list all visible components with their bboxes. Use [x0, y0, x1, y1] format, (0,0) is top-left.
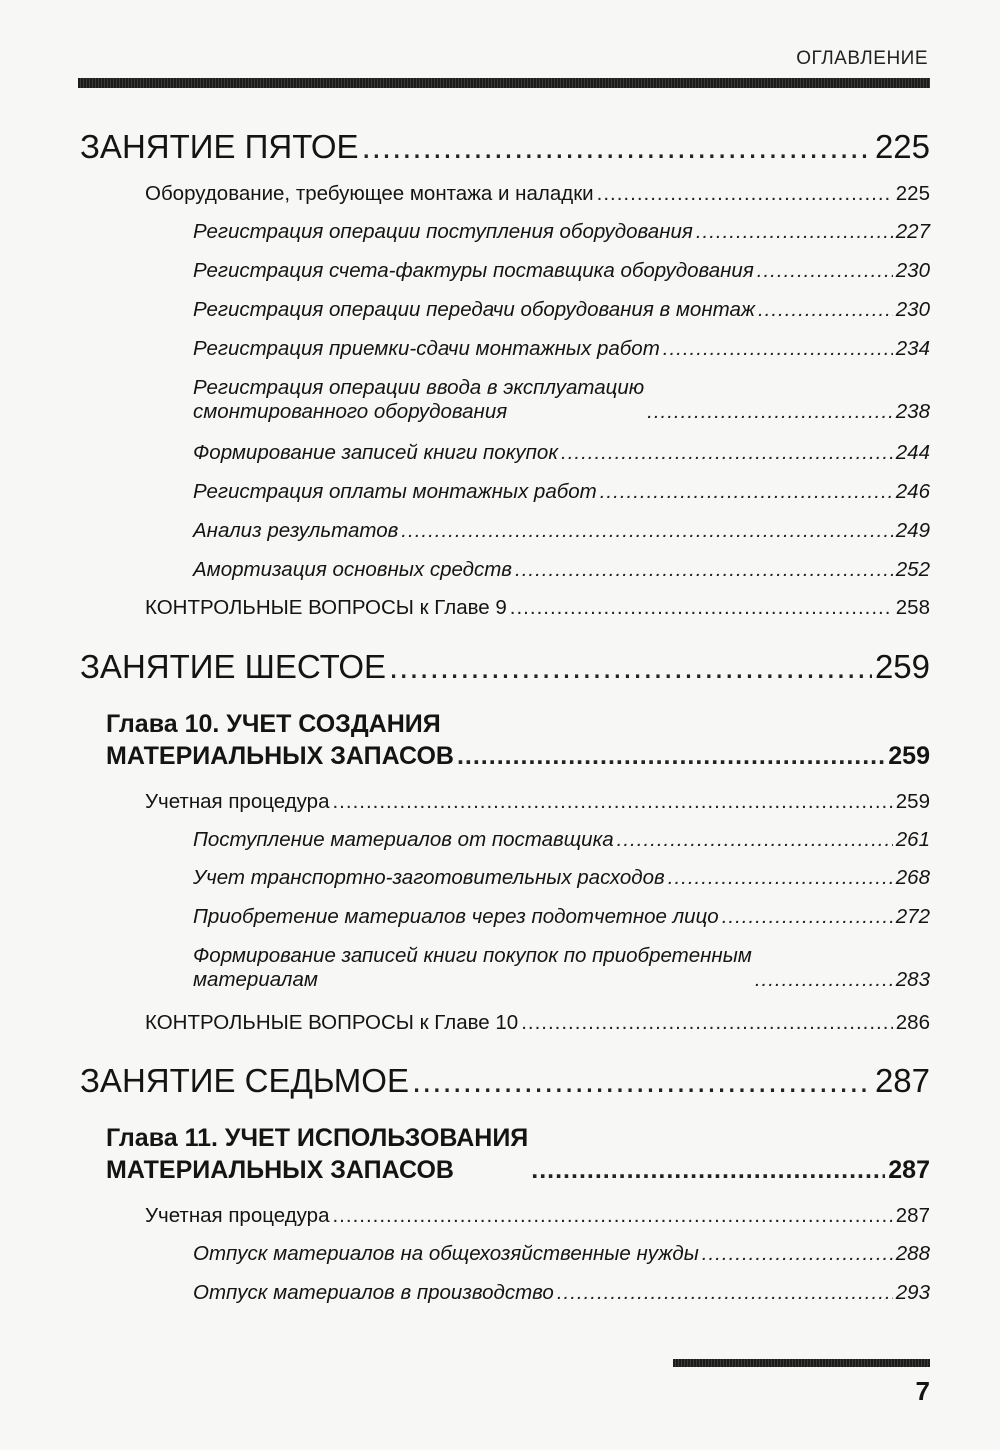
toc-entry-page: 238 — [895, 400, 930, 423]
leader-dots — [457, 740, 885, 772]
leader-dots — [515, 558, 893, 582]
toc-entry-title — [106, 1122, 528, 1186]
toc-entry-title: Регистрация операции поступления оборудования — [193, 220, 693, 243]
toc-entry-title: КОНТРОЛЬНЫЕ ВОПРОСЫ к Главе 9 — [145, 596, 507, 619]
toc-entry[interactable] — [193, 905, 930, 929]
leader-dots — [722, 905, 893, 929]
toc-entry-page: 259 — [888, 742, 930, 770]
toc-entry-title: Учет транспортно-заготовительных расходов — [193, 866, 665, 889]
toc-entry-title: ЗАНЯТИЕ ШЕСТОЕ — [80, 648, 387, 685]
toc-entry[interactable] — [193, 828, 930, 852]
toc-entry[interactable] — [145, 1011, 930, 1035]
toc-entry[interactable] — [193, 337, 930, 361]
toc-entry-title: Поступление материалов от поставщика — [193, 828, 614, 851]
toc-entry-title-line1: Формирование записей книги покупок по приобретенным — [193, 944, 752, 967]
toc-entry-title: Анализ результатов — [193, 519, 399, 542]
toc-entry-title: Регистрация оплаты монтажных работ — [193, 480, 597, 503]
toc-entry[interactable] — [193, 519, 930, 543]
toc-entry-page: 261 — [895, 828, 930, 851]
toc-entry-page: 258 — [895, 596, 930, 619]
toc-entry-title-line1: Глава 10. УЧЕТ СОЗДАНИЯ — [106, 710, 441, 738]
toc-lesson-5[interactable] — [80, 128, 930, 166]
leader-dots — [531, 1154, 885, 1186]
toc-entry-title: Регистрация счета-фактуры поставщика оборудования — [193, 259, 754, 282]
toc-entry-page: 259 — [895, 790, 930, 813]
leader-dots — [332, 1204, 892, 1228]
toc-entry-title: Отпуск материалов на общехозяйственные нужды — [193, 1242, 699, 1265]
leader-dots — [412, 1062, 872, 1100]
toc-entry-title: Формирование записей книги покупок — [193, 441, 558, 464]
toc-entry-title: Приобретение материалов через подотчетное лицо — [193, 905, 719, 928]
toc-entry-title-line2: смонтированного оборудования — [193, 400, 508, 423]
toc-entry-title — [193, 376, 644, 424]
toc-entry[interactable] — [193, 944, 930, 992]
leader-dots — [389, 648, 872, 686]
page-number: 7 — [915, 1376, 930, 1406]
leader-dots — [696, 220, 893, 244]
toc-entry-title-line2: материалам — [193, 968, 318, 991]
toc-entry-title: Регистрация операции передачи оборудования в монтаж — [193, 298, 755, 321]
toc-entry-title: КОНТРОЛЬНЫЕ ВОПРОСЫ к Главе 10 — [145, 1011, 519, 1034]
toc-entry-page: 246 — [895, 480, 930, 503]
leader-dots — [702, 1242, 893, 1266]
toc-entry-page: 249 — [895, 519, 930, 542]
toc-entry[interactable] — [145, 790, 930, 814]
toc-entry[interactable] — [193, 558, 930, 582]
leader-dots — [521, 1011, 893, 1035]
footer-rule — [673, 1359, 930, 1367]
toc-entry-page: 259 — [874, 648, 930, 685]
toc-chapter-10[interactable] — [106, 708, 930, 772]
leader-dots — [401, 519, 892, 543]
leader-dots — [561, 441, 893, 465]
toc-entry-page: 287 — [888, 1156, 930, 1184]
leader-dots — [332, 790, 892, 814]
toc-entry-title: Учетная процедура — [145, 790, 330, 813]
toc-entry[interactable] — [145, 596, 930, 620]
toc-entry-title: Учетная процедура — [145, 1204, 330, 1227]
toc-entry-page: 288 — [895, 1242, 930, 1265]
toc-entry-page: 230 — [895, 298, 930, 321]
toc-entry[interactable] — [193, 259, 930, 283]
leader-dots — [668, 866, 893, 890]
toc-entry[interactable] — [193, 1281, 930, 1305]
toc-entry[interactable] — [193, 441, 930, 465]
toc-entry-page: 287 — [874, 1062, 930, 1099]
toc-entry[interactable] — [145, 182, 930, 206]
leader-dots — [757, 259, 893, 283]
toc-entry-title — [106, 708, 454, 772]
toc-entry-page: 283 — [895, 968, 930, 991]
toc-entry-title-line1: Глава 11. УЧЕТ ИСПОЛЬЗОВАНИЯ — [106, 1124, 529, 1152]
toc-entry-title: Отпуск материалов в производство — [193, 1281, 554, 1304]
leader-dots — [600, 480, 893, 504]
toc-entry-title-line1: Регистрация операции ввода в эксплуатацию — [193, 376, 645, 399]
toc-entry-title: Амортизация основных средств — [193, 558, 513, 581]
toc-entry-page: 286 — [895, 1011, 930, 1034]
leader-dots — [755, 968, 893, 992]
toc-entry-page: 244 — [895, 441, 930, 464]
toc-entry[interactable] — [193, 220, 930, 244]
toc-lesson-7[interactable] — [80, 1062, 930, 1100]
toc-entry[interactable] — [193, 866, 930, 890]
toc-entry[interactable] — [145, 1204, 930, 1228]
toc-entry-title: Регистрация приемки-сдачи монтажных работ — [193, 337, 660, 360]
toc-entry-page: 252 — [895, 558, 930, 581]
toc-entry[interactable] — [193, 480, 930, 504]
leader-dots — [362, 128, 872, 166]
toc-entry[interactable] — [193, 298, 930, 322]
toc-entry[interactable] — [193, 1242, 930, 1266]
toc-entry-page: 268 — [895, 866, 930, 889]
leader-dots — [557, 1281, 893, 1305]
toc-entry-title: ЗАНЯТИЕ СЕДЬМОЕ — [80, 1062, 409, 1099]
toc-chapter-11[interactable] — [106, 1122, 930, 1186]
toc-entry-page: 272 — [895, 905, 930, 928]
header-title: ОГЛАВЛЕНИЕ — [796, 48, 928, 69]
toc-entry-title — [193, 944, 752, 992]
toc-entry-title: ЗАНЯТИЕ ПЯТОЕ — [80, 128, 359, 165]
leader-dots — [758, 298, 893, 322]
toc-lesson-6[interactable] — [80, 648, 930, 686]
leader-dots — [663, 337, 893, 361]
header-rule — [78, 78, 930, 88]
leader-dots — [510, 596, 893, 620]
toc-entry-page: 230 — [895, 259, 930, 282]
toc-entry-page: 225 — [874, 128, 930, 165]
toc-entry[interactable] — [193, 376, 930, 424]
toc-entry-title: Оборудование, требующее монтажа и наладки — [145, 182, 594, 205]
leader-dots — [617, 828, 893, 852]
toc-entry-page: 287 — [895, 1204, 930, 1227]
toc-entry-page: 293 — [895, 1281, 930, 1304]
toc-entry-page: 227 — [895, 220, 930, 243]
toc-entry-page: 225 — [895, 182, 930, 205]
toc-entry-title-line2: МАТЕРИАЛЬНЫХ ЗАПАСОВ — [106, 1156, 454, 1184]
leader-dots — [597, 182, 893, 206]
toc-entry-page: 234 — [895, 337, 930, 360]
toc-entry-title-line2: МАТЕРИАЛЬНЫХ ЗАПАСОВ — [106, 742, 454, 770]
leader-dots — [647, 400, 893, 424]
